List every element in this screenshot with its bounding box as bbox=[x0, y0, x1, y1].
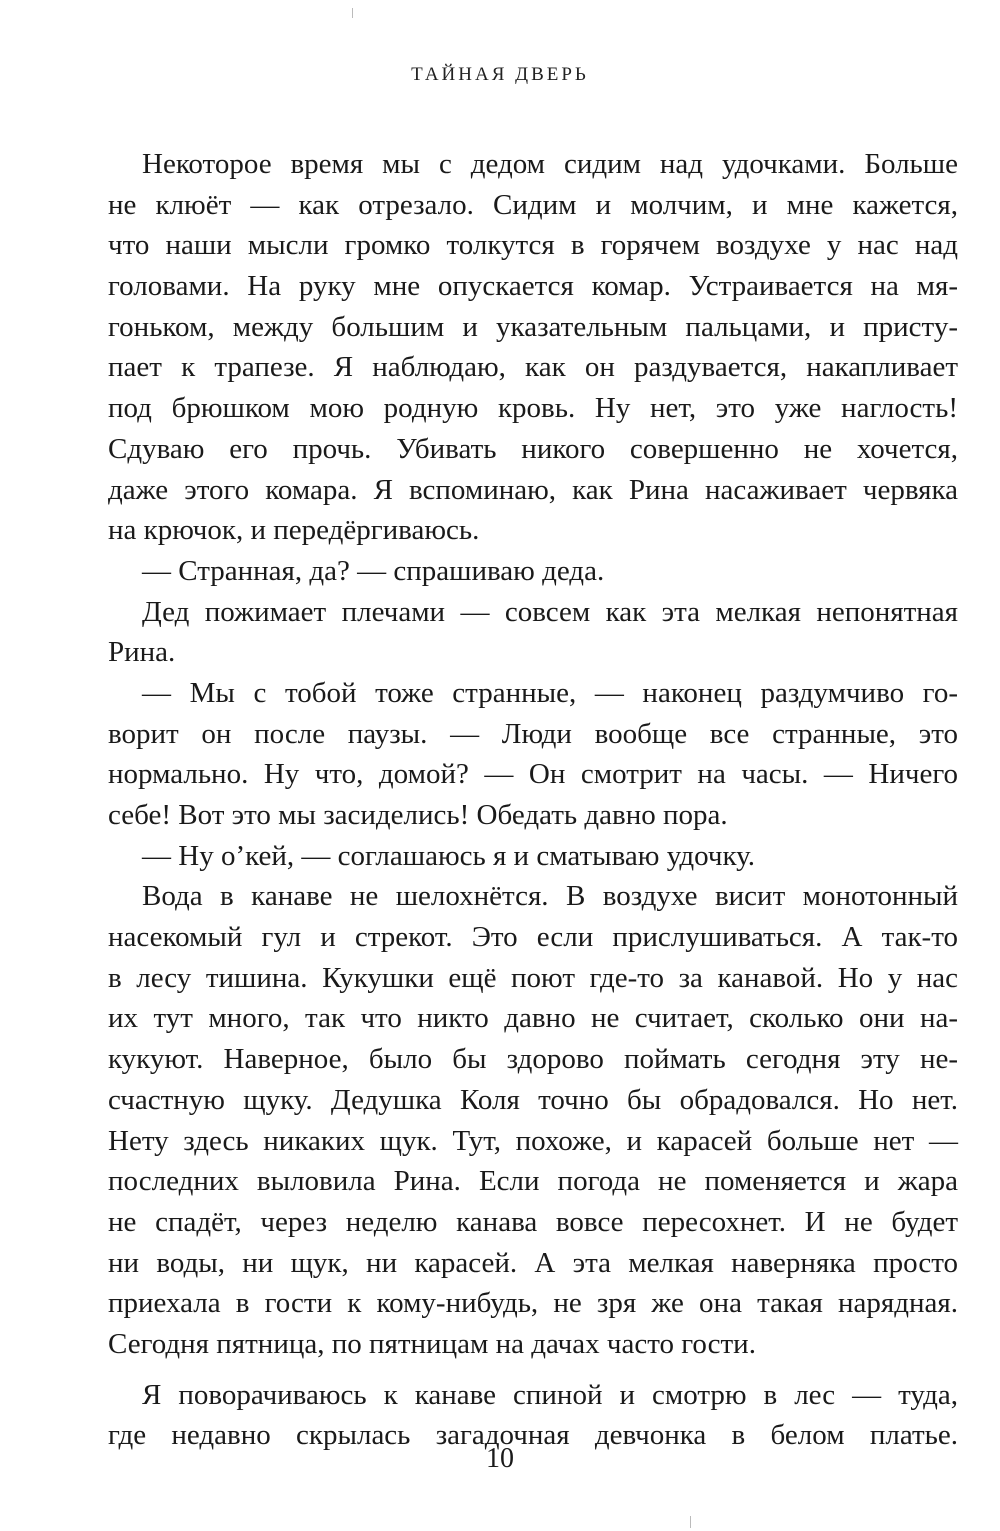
text-line: где недавно скрылась загадочная девчонка в белом платье. bbox=[108, 1419, 958, 1452]
text-line: головами. На руку мне опускается комар. Устраивается на мя- bbox=[108, 270, 958, 303]
paragraph bbox=[108, 836, 958, 877]
paragraph-gap bbox=[108, 1365, 958, 1375]
text-line: под брюшком мою родную кровь. Ну нет, это уже наглость! bbox=[108, 392, 958, 425]
text-line: Рина. bbox=[108, 636, 176, 669]
text-line: ворит он после паузы. — Люди вообще все странные, это bbox=[108, 717, 958, 750]
text-line: приехала в гости к кому-нибудь, не зря же она такая нарядная. bbox=[108, 1287, 958, 1320]
body-text bbox=[108, 144, 958, 1456]
text-line: пает к трапезе. Я наблюдаю, как он раздувается, накапливает bbox=[108, 351, 958, 384]
text-line: Вода в канаве не шелохнётся. В воздухе висит монотонный bbox=[142, 880, 958, 913]
paragraph bbox=[108, 876, 958, 1364]
paragraph bbox=[108, 673, 958, 836]
text-line: Некоторое время мы с дедом сидим над удочками. Больше bbox=[142, 148, 958, 180]
crop-mark-top bbox=[352, 8, 353, 18]
text-line: кукуют. Наверное, было бы здорово поймать сегодня эту не- bbox=[108, 1043, 958, 1076]
text-line: даже этого комара. Я вспоминаю, как Рина насаживает червяка bbox=[108, 473, 958, 506]
text-line: Я поворачиваюсь к канаве спиной и смотрю в лес — туда, bbox=[142, 1378, 958, 1411]
text-line: Сегодня пятница, по пятницам на дачах часто гости. bbox=[108, 1327, 756, 1360]
paragraph bbox=[108, 551, 958, 592]
text-line: гоньком, между большим и указательным пальцами, и присту- bbox=[108, 310, 958, 343]
paragraph bbox=[108, 592, 958, 673]
text-line: себе! Вот это мы засиделись! Обедать давно пора. bbox=[108, 799, 728, 831]
text-line: — Странная, да? — спрашиваю деда. bbox=[142, 554, 605, 587]
text-line: нормально. Ну что, домой? — Он смотрит на часы. — Ничего bbox=[108, 758, 958, 791]
text-line: — Ну о’кей, — соглашаюсь я и сматываю удочку. bbox=[142, 839, 756, 872]
text-line: насекомый гул и стрекот. Это если прислушиваться. А так-то bbox=[108, 921, 958, 954]
page-number: 10 bbox=[486, 1443, 514, 1474]
text-line: не клюёт — как отрезало. Сидим и молчим, и мне кажется, bbox=[108, 188, 958, 221]
text-line: счастную щуку. Дедушка Коля точно бы обрадовался. Но нет. bbox=[108, 1083, 958, 1116]
running-title: ТАЙНАЯ ДВЕРЬ bbox=[411, 64, 589, 85]
paragraph bbox=[108, 144, 958, 551]
text-line: в лесу тишина. Кукушки ещё поют где-то за канавой. Но у нас bbox=[108, 961, 958, 994]
crop-mark-bottom bbox=[690, 1516, 691, 1528]
text-line: — Мы с тобой тоже странные, — наконец раздумчиво го- bbox=[142, 676, 958, 709]
text-line: что наши мысли громко толкутся в горячем воздухе у нас над bbox=[108, 229, 958, 262]
text-line: последних выловила Рина. Если погода не поменяется и жара bbox=[108, 1165, 958, 1198]
text-line: на крючок, и передёргиваюсь. bbox=[108, 514, 480, 547]
text-line: их тут много, так что никто давно не считает, сколько они на- bbox=[108, 1002, 958, 1035]
text-line: Сдуваю его прочь. Убивать никого совершенно не хочется, bbox=[108, 432, 958, 465]
text-line: Нету здесь никаких щук. Тут, похоже, и карасей больше нет — bbox=[108, 1124, 958, 1157]
text-line: не спадёт, через неделю канава вовсе пересохнет. И не будет bbox=[108, 1205, 958, 1238]
text-line: Дед пожимает плечами — совсем как эта мелкая непонятная bbox=[142, 595, 958, 628]
text-line: ни воды, ни щук, ни карасей. А эта мелкая наверняка просто bbox=[108, 1246, 958, 1279]
